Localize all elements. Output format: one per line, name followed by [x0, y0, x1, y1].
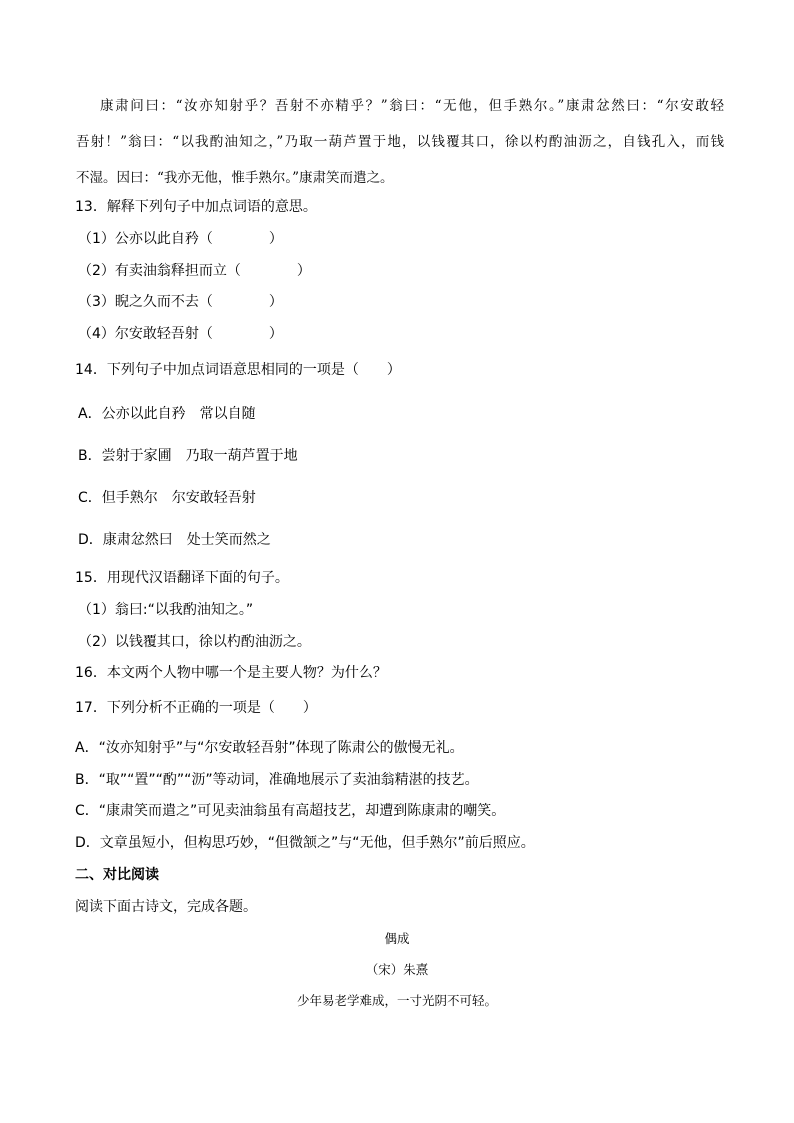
section-2-heading: 二、对比阅读: [75, 867, 159, 883]
question-13-item-3: （3）睨之久而不去（ ）: [78, 294, 283, 310]
poem-title: 偶成: [384, 931, 410, 946]
question-15-item-1: （1）翁曰:“以我酌油知之。”: [78, 602, 254, 618]
question-17-option-c: C．“康肃笑而遣之”可见卖油翁虽有高超技艺，却遭到陈康肃的嘲笑。: [75, 803, 506, 819]
question-14-option-a: A．公亦以此自矜 常以自随: [78, 406, 256, 422]
question-15-item-2: （2）以钱覆其口，徐以杓酌油沥之。: [78, 634, 311, 650]
question-14-option-d: D．康肃忿然曰 处士笑而然之: [78, 532, 271, 548]
question-15-stem: 15．用现代汉语翻译下面的句子。: [75, 570, 289, 586]
question-17-stem: 17．下列分析不正确的一项是（ ）: [75, 700, 317, 716]
question-14-option-c: C．但手熟尔 尔安敢轻吾射: [78, 490, 256, 506]
question-13-item-4: （4）尔安敢轻吾射（ ）: [78, 326, 283, 342]
classical-passage: [76, 98, 724, 206]
passage-line-1: 康肃问曰：“汝亦知射乎？吾射不亦精乎？”翁曰：“无他，但手熟尔。”康肃忿然曰：“尔安敢轻: [100, 98, 724, 114]
question-13-stem: 13．解释下列句子中加点词语的意思。: [75, 199, 317, 215]
poem-author: （宋）朱熹: [365, 962, 429, 977]
question-13-item-2: （2）有卖油翁释担而立（ ）: [78, 263, 311, 279]
question-14-option-b: B．尝射于家圃 乃取一葫芦置于地: [78, 448, 298, 464]
question-14-stem: 14．下列句子中加点词语意思相同的一项是（ ）: [75, 362, 401, 378]
question-17-option-a: A．“汝亦知射乎”与“尔安敢轻吾射”体现了陈肃公的傲慢无礼。: [75, 740, 464, 756]
question-13-item-1: （1）公亦以此自矜（ ）: [78, 231, 283, 247]
passage-line-3: 不湿。因曰：“我亦无他，惟手熟尔。”康肃笑而遣之。: [76, 170, 394, 186]
question-16-stem: 16．本文两个人物中哪一个是主要人物？为什么？: [75, 665, 387, 681]
passage-line-2: 吾射！”翁曰：“以我酌油知之，”乃取一葫芦置于地，以钱覆其口，徐以杓酌油沥之，自钱孔入，而钱: [76, 134, 724, 150]
poem-line-1: 少年易老学难成，一寸光阴不可轻。: [296, 993, 497, 1008]
section-2-instruction: 阅读下面古诗文，完成各题。: [75, 899, 257, 915]
question-17-option-d: D．文章虽短小，但构思巧妙，“但微颔之”与“无他，但手熟尔”前后照应。: [75, 835, 535, 851]
question-17-option-b: B．“取”“置”“酌”“沥”等动词，准确地展示了卖油翁精湛的技艺。: [75, 772, 479, 788]
